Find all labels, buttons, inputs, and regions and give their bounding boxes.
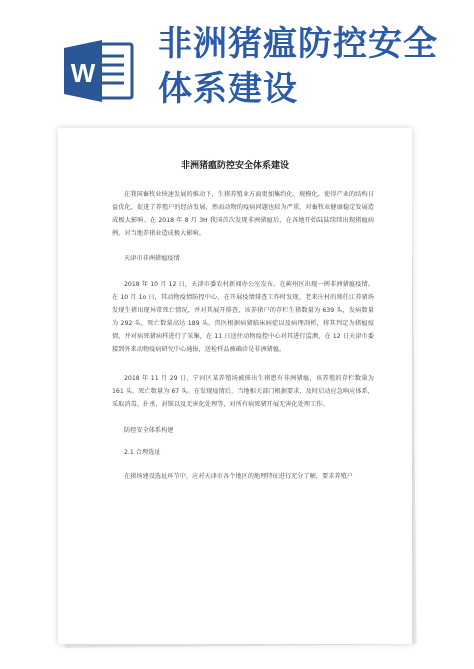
word-letter: W bbox=[70, 58, 96, 88]
paragraph-site-selection: 在猪场建设选址环节中，应对天津市各个地区的地理特征进行充分了解，要求养殖户 bbox=[124, 473, 353, 480]
paragraph-intro: 在我国畜牧业快速发展的推动下，生猪养殖业方面更加集约化、规模化，使得产业的结构日益优化，促进了养殖户的经济发展，然而动物的疫病问题也较为严重，对畜牧业健康稳定发展造成极大影响。在 2018 年 8 月 3H 我国首次发现非洲猪瘟后，在各地开始陆陆续续出现猪瘟病例，对当地养猪业造成极大影响。 bbox=[112, 191, 374, 237]
banner-title: 非洲猪瘟防控安全体系建设 bbox=[158, 24, 438, 109]
document-title: 非洲猪瘟防控安全体系建设 bbox=[180, 161, 289, 171]
header-banner bbox=[0, 0, 474, 120]
subsection-heading-site: 2.1 合理选址 bbox=[124, 449, 161, 456]
paragraph-jizhou-outbreak: 2018 年 10 月 12 日，天津市委农村新闻办公室发布，在蓟州区出现一例非洲猪瘟疫情。在 10 月 1o 日，其动物疫情防控中心，在开展疫情排查工作时发现，老来庄村的郑任江养猪场发现生猪出现异常死亡情况，并对其展开排查，该养猪户的存栏生猪数量为 639 头，发病数量为 292 头，死亡数量高达 189 头。兽医根据病猪临床病症以及病理剖析，将其判定为猪瘟疫情，并对病死猪病样进行了采集，在 11 日送往动物疫控中心对其进行监测，在 12 日天津市委接到外来动物疫病研究中心通报，送检样品被确诊是非洲猪瘟。 bbox=[112, 281, 374, 353]
word-document-icon bbox=[62, 38, 134, 104]
document-page bbox=[58, 128, 412, 644]
section-heading-tianjin: 天津市非洲猪瘟疫情 bbox=[124, 255, 180, 262]
section-heading-system: 防控安全体系构建 bbox=[124, 427, 174, 434]
document-preview bbox=[58, 128, 416, 648]
paragraph-ninghe-outbreak: 2018 年 11 月 29 日，宁河区某养殖场被排出生猪患有非洲猪瘟，该养殖的存栏数量为 161 头，死亡数量为 67 头。在发现疫情后，当地相关部门根据要求，及时启动应急响应体系，采取消毒、扑杀、封锁以及无害化处理等，对所有病死猪开展无害化处理工作。 bbox=[112, 375, 374, 408]
